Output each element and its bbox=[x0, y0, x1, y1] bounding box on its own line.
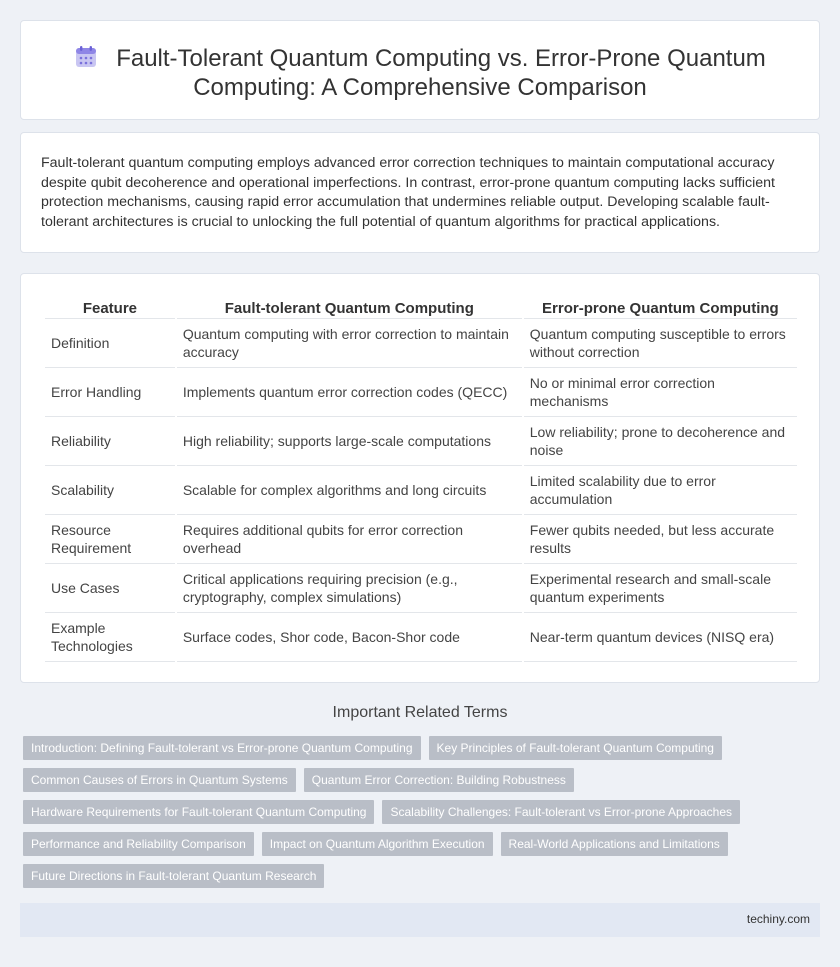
related-term-tag[interactable]: Common Causes of Errors in Quantum Systems bbox=[23, 768, 296, 792]
table-row bbox=[45, 368, 797, 417]
feature-cell: Resource Requirement bbox=[45, 515, 175, 564]
error-prone-cell: Fewer qubits needed, but less accurate results bbox=[524, 515, 797, 564]
related-term-tag[interactable]: Future Directions in Fault-tolerant Quantum Research bbox=[23, 864, 324, 888]
header-fault-tolerant: Fault-tolerant Quantum Computing bbox=[177, 294, 522, 319]
related-term-tag[interactable]: Real-World Applications and Limitations bbox=[501, 832, 728, 856]
table-header-row bbox=[45, 294, 797, 319]
calendar-icon bbox=[74, 45, 98, 69]
feature-cell: Error Handling bbox=[45, 368, 175, 417]
intro-card bbox=[20, 132, 820, 253]
table-row bbox=[45, 466, 797, 515]
related-terms-list bbox=[23, 736, 823, 896]
page-title bbox=[21, 44, 819, 102]
fault-tolerant-cell: Requires additional qubits for error correction overhead bbox=[177, 515, 522, 564]
fault-tolerant-cell: Scalable for complex algorithms and long circuits bbox=[177, 466, 522, 515]
related-term-tag[interactable]: Key Principles of Fault-tolerant Quantum Computing bbox=[429, 736, 722, 760]
related-term-tag[interactable]: Introduction: Defining Fault-tolerant vs Error-prone Quantum Computing bbox=[23, 736, 421, 760]
fault-tolerant-cell: High reliability; supports large-scale computations bbox=[177, 417, 522, 466]
error-prone-cell: Quantum computing susceptible to errors without correction bbox=[524, 319, 797, 368]
feature-cell: Example Technologies bbox=[45, 613, 175, 662]
related-term-tag[interactable]: Scalability Challenges: Fault-tolerant vs Error-prone Approaches bbox=[382, 800, 740, 824]
table-row bbox=[45, 613, 797, 662]
error-prone-cell: No or minimal error correction mechanisms bbox=[524, 368, 797, 417]
error-prone-cell: Near-term quantum devices (NISQ era) bbox=[524, 613, 797, 662]
fault-tolerant-cell: Quantum computing with error correction to maintain accuracy bbox=[177, 319, 522, 368]
related-term-tag[interactable]: Performance and Reliability Comparison bbox=[23, 832, 254, 856]
table-row bbox=[45, 417, 797, 466]
error-prone-cell: Limited scalability due to error accumulation bbox=[524, 466, 797, 515]
fault-tolerant-cell: Surface codes, Shor code, Bacon-Shor code bbox=[177, 613, 522, 662]
related-term-tag[interactable]: Hardware Requirements for Fault-tolerant Quantum Computing bbox=[23, 800, 374, 824]
feature-cell: Use Cases bbox=[45, 564, 175, 613]
feature-cell: Reliability bbox=[45, 417, 175, 466]
related-term-tag[interactable]: Impact on Quantum Algorithm Execution bbox=[262, 832, 493, 856]
footer bbox=[20, 903, 820, 937]
header-feature: Feature bbox=[45, 294, 175, 319]
feature-cell: Definition bbox=[45, 319, 175, 368]
error-prone-cell: Experimental research and small-scale quantum experiments bbox=[524, 564, 797, 613]
header-error-prone: Error-prone Quantum Computing bbox=[524, 294, 797, 319]
table-row bbox=[45, 319, 797, 368]
comparison-card bbox=[20, 273, 820, 683]
feature-cell: Scalability bbox=[45, 466, 175, 515]
title-card bbox=[20, 20, 820, 120]
table-row bbox=[45, 564, 797, 613]
page-title-text: Fault-Tolerant Quantum Computing vs. Error-Prone Quantum Computing: A Comprehensive Comparison bbox=[116, 45, 766, 101]
comparison-table bbox=[43, 294, 799, 662]
error-prone-cell: Low reliability; prone to decoherence and noise bbox=[524, 417, 797, 466]
table-row bbox=[45, 515, 797, 564]
related-terms-heading: Important Related Terms bbox=[332, 704, 508, 721]
intro-paragraph: Fault-tolerant quantum computing employs advanced error correction techniques to maintain computational accuracy despite qubit decoherence and operational imperfections. In contrast, error-prone quantum computing lacks sufficient protection mechanisms, causing rapid error accumulation that undermines reliable output. Developing scalable fault-tolerant architectures is crucial to unlocking the full potential of quantum algorithms for practical applications. bbox=[41, 155, 775, 230]
footer-site-name[interactable]: techiny.com bbox=[746, 912, 810, 926]
fault-tolerant-cell: Critical applications requiring precision (e.g., cryptography, complex simulations) bbox=[177, 564, 522, 613]
fault-tolerant-cell: Implements quantum error correction codes (QECC) bbox=[177, 368, 522, 417]
related-term-tag[interactable]: Quantum Error Correction: Building Robustness bbox=[304, 768, 574, 792]
